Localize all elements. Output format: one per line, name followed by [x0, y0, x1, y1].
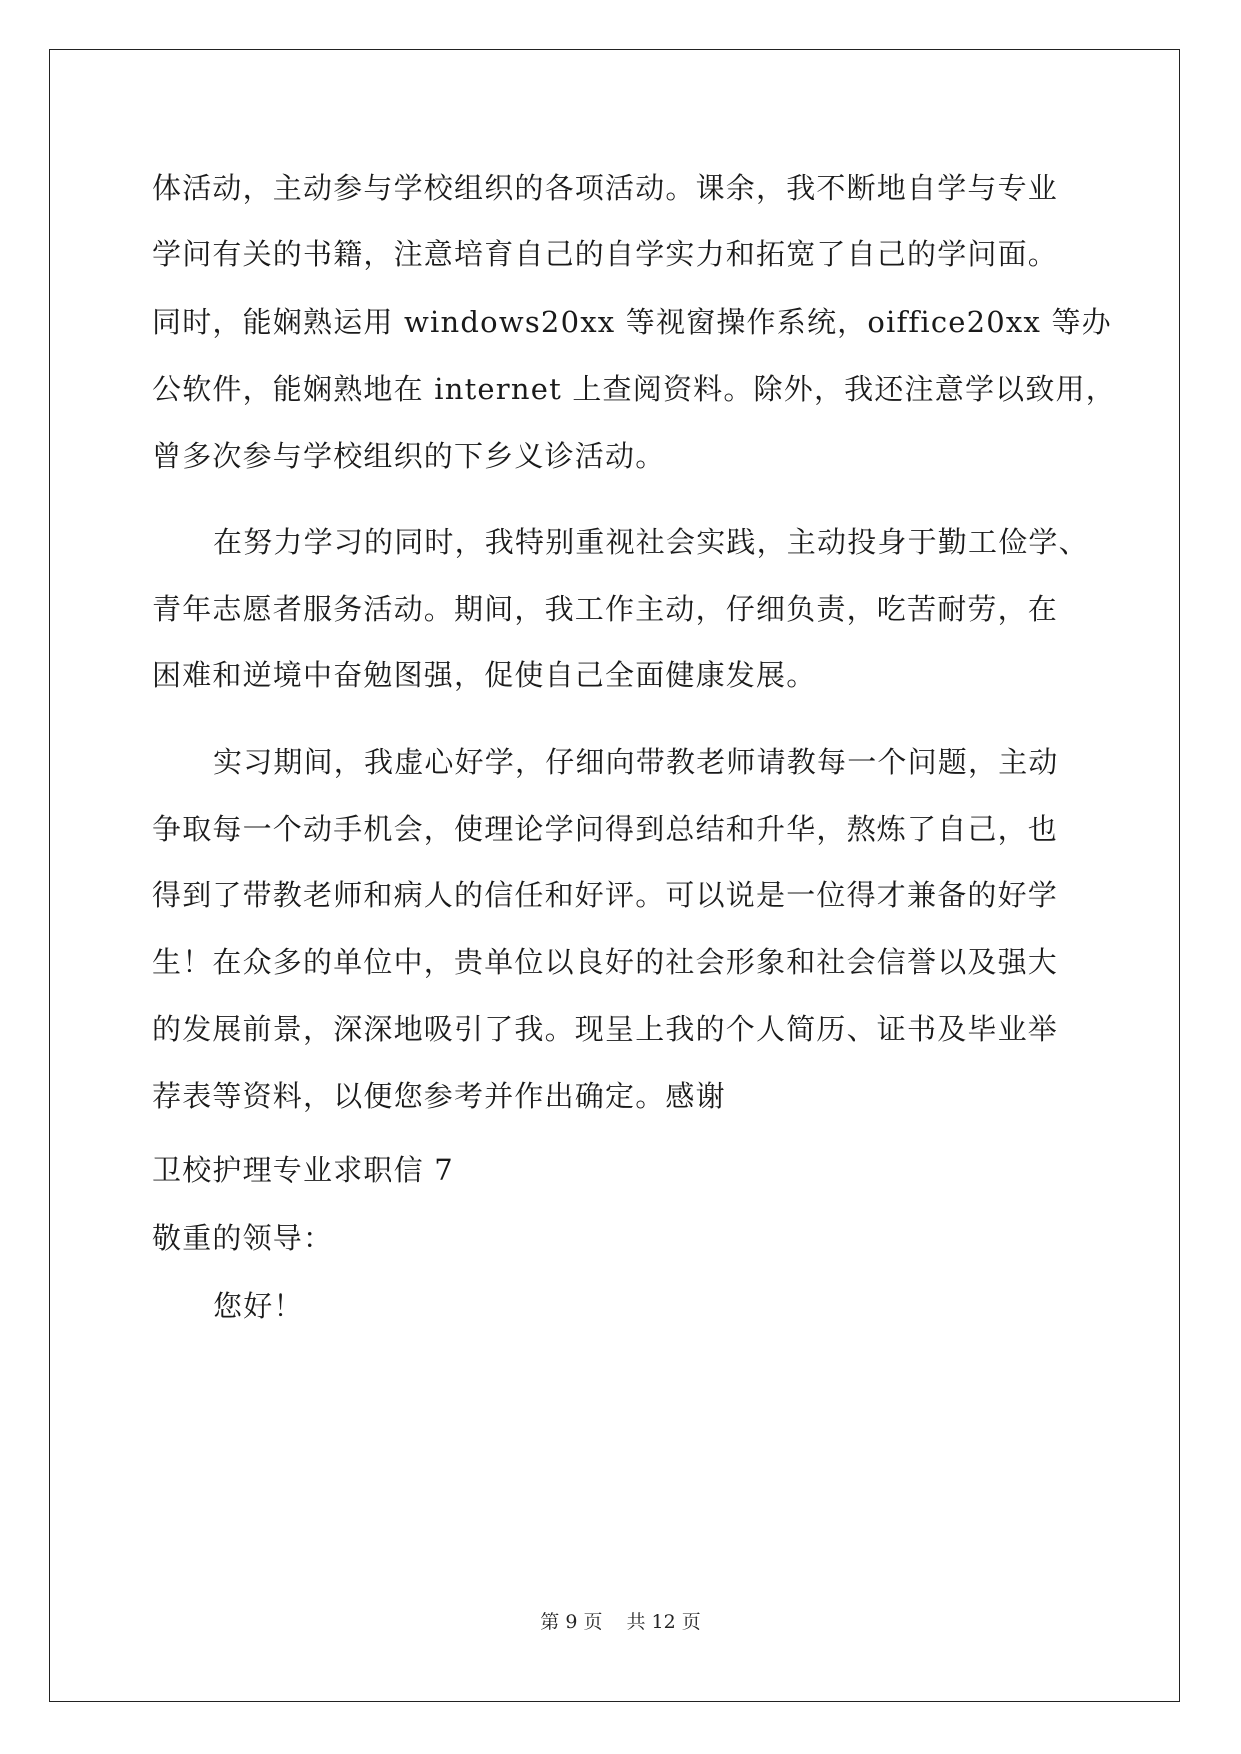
- text-line: 同时，能娴熟运用 windows20xx 等视窗操作系统，oiffice20xx 等办: [152, 305, 1112, 339]
- text-line: 青年志愿者服务活动。期间，我工作主动，仔细负责，吃苦耐劳，在: [152, 592, 1059, 626]
- text-line: 得到了带教老师和病人的信任和好评。可以说是一位得才兼备的好学: [152, 878, 1059, 912]
- page-number-current: 第 9 页: [540, 1611, 603, 1633]
- page-footer: [0, 1610, 1241, 1634]
- paragraph-first-line: 实习期间，我虚心好学，仔细向带教老师请教每一个问题，主动: [213, 745, 1059, 779]
- page-border: [49, 49, 1180, 1702]
- section-heading: 卫校护理专业求职信 7: [152, 1153, 454, 1187]
- text-line: 学问有关的书籍，注意培育自己的自学实力和拓宽了自己的学问面。: [152, 237, 1059, 271]
- text-line: 体活动，主动参与学校组织的各项活动。课余，我不断地自学与专业: [152, 171, 1059, 205]
- text-line: 争取每一个动手机会，使理论学问得到总结和升华，熬炼了自己，也: [152, 812, 1059, 846]
- text-line: 的发展前景，深深地吸引了我。现呈上我的个人简历、证书及毕业举: [152, 1012, 1059, 1046]
- paragraph-first-line: 在努力学习的同时，我特别重视社会实践，主动投身于勤工俭学、: [213, 525, 1089, 559]
- text-line: 公软件，能娴熟地在 internet 上查阅资料。除外，我还注意学以致用，: [152, 372, 1116, 406]
- page-number-total: 共 12 页: [626, 1611, 701, 1633]
- text-line: 曾多次参与学校组织的下乡义诊活动。: [152, 439, 666, 473]
- text-line: 困难和逆境中奋勉图强，促使自己全面健康发展。: [152, 658, 817, 692]
- text-line: 生！在众多的单位中，贵单位以良好的社会形象和社会信誉以及强大: [152, 945, 1059, 979]
- salutation: 敬重的领导：: [152, 1221, 334, 1255]
- text-line: 荐表等资料，以便您参考并作出确定。感谢: [152, 1079, 726, 1113]
- greeting: 您好！: [213, 1289, 304, 1323]
